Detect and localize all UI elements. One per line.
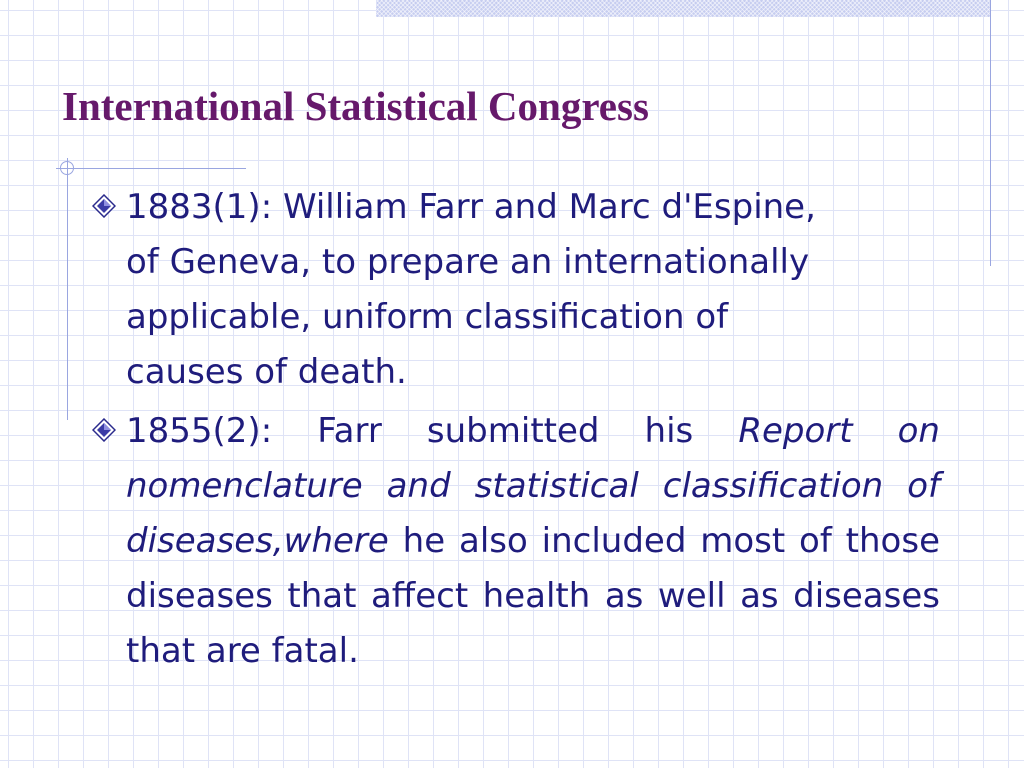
report-title-italic: Report on nomenclature and statistical classification of diseases,where bbox=[126, 411, 940, 561]
decorative-circle bbox=[60, 161, 74, 175]
bullet-text-prefix: 1855(2): Farr submitted his bbox=[126, 411, 739, 451]
decorative-vertical-line bbox=[67, 158, 68, 420]
bullet-item bbox=[88, 404, 940, 679]
decorative-horizontal-line bbox=[56, 168, 246, 169]
diamond-bullet-icon bbox=[92, 418, 116, 442]
bullet-text: 1883(1): William Farr and Marc d'Espine, of Geneva, to prepare an internationally applicable, uniform classification of causes of death. bbox=[126, 187, 816, 392]
decorative-band bbox=[376, 0, 990, 17]
diamond-bullet-icon bbox=[92, 194, 116, 218]
slide-title: International Statistical Congress bbox=[62, 83, 649, 129]
decorative-vertical-line bbox=[990, 0, 991, 266]
bullet-text-suffix: he also included most of those diseases that affect health as well as diseases that are fatal. bbox=[126, 521, 940, 671]
bullet-list bbox=[88, 180, 940, 679]
bullet-item bbox=[88, 180, 826, 400]
